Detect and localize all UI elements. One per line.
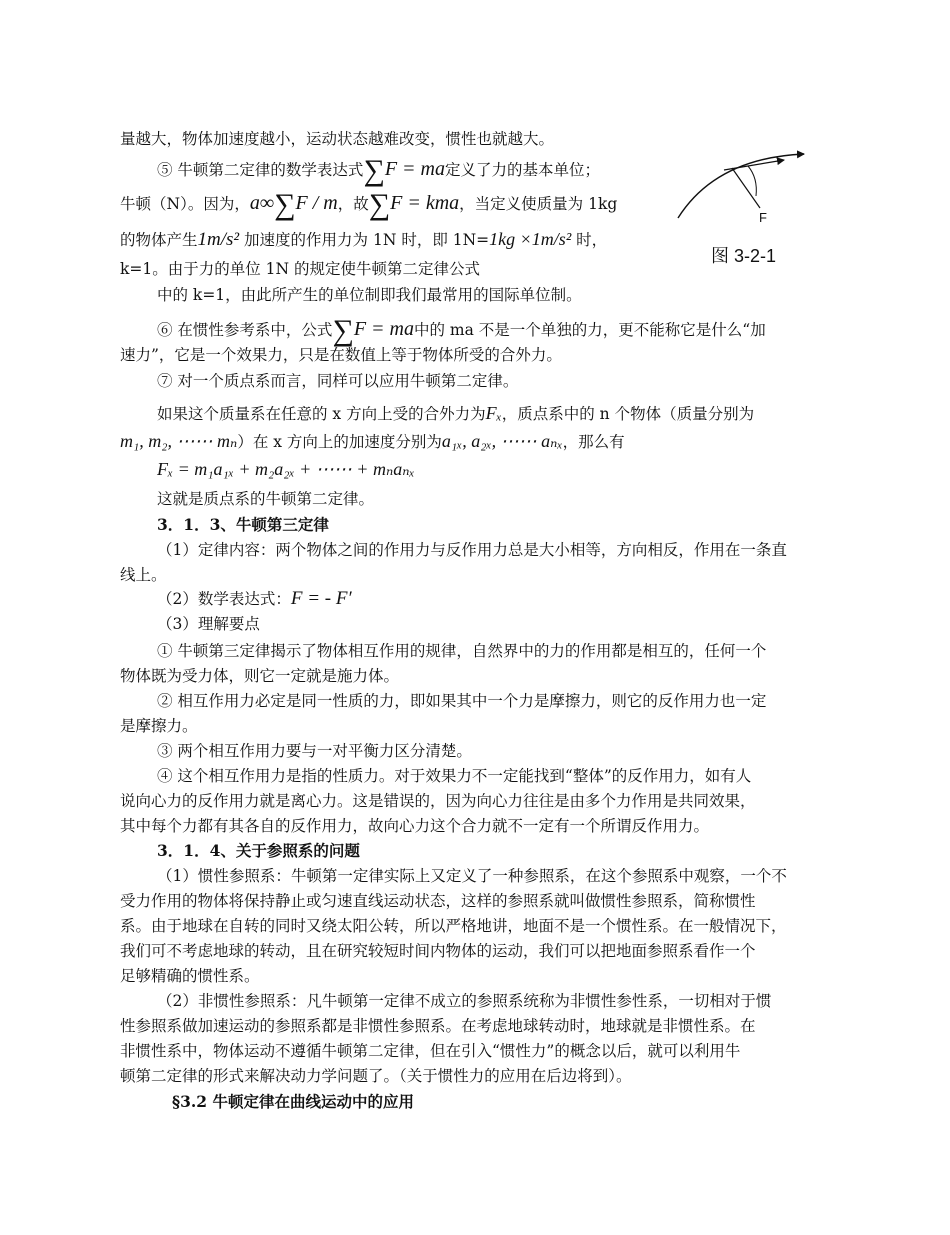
- sum-symbol: ∑: [363, 154, 385, 187]
- text-line: ④ 这个相互作用力是指的性质力。对于效果力不一定能找到“整体”的反作用力，如有人: [157, 767, 752, 785]
- text-line: ⑤ 牛顿第二定律的数学表达式∑F = ma定义了力的基本单位；: [157, 154, 600, 187]
- formula: Fₓ = m₁a₁ₓ + m₂a₂ₓ + ⋯⋯ + mₙaₙₓ: [157, 459, 415, 479]
- text-line: 是摩擦力。: [120, 717, 198, 735]
- formula: F = - F′: [290, 588, 352, 609]
- text-line: （1）定律内容：两个物体之间的作用力与反作用力总是大小相等，方向相反，作用在一条直: [157, 541, 787, 559]
- formula: 1kg ×1m/s²: [489, 229, 572, 249]
- sum-symbol: ∑: [368, 188, 391, 221]
- formula: F = ma: [384, 158, 445, 180]
- section-heading: 3．1．3、牛顿第三定律: [157, 515, 329, 534]
- text-line: （2）数学表达式：F = - F′: [157, 588, 352, 609]
- force-label: F: [759, 210, 767, 225]
- text-line: 这就是质点系的牛顿第二定律。: [157, 490, 375, 508]
- text-line: 顿第二定律的形式来解决动力学问题了。（关于惯性力的应用在后边将到）。: [120, 1067, 632, 1085]
- text-line: ⑦ 对一个质点系而言，同样可以应用牛顿第二定律。: [157, 372, 519, 390]
- text-line: ③ 两个相互作用力要与一对平衡力区分清楚。: [157, 742, 472, 760]
- figure-caption: 图 3-2-1: [711, 246, 777, 266]
- sum-symbol: ∑: [332, 314, 354, 347]
- sum-symbol: ∑: [274, 188, 296, 221]
- text-line: 如果这个质量系在任意的 x 方向上受的合外力为Fₓ，质点系中的 n 个物体（质量分别为: [157, 403, 755, 423]
- angle-arc: [748, 166, 756, 196]
- trajectory-curve: [678, 154, 804, 218]
- text-line: 物体既为受力体，则它一定就是施力体。: [120, 667, 400, 685]
- text-line: 说向心力的反作用力就是离心力。这是错误的，因为向心力往往是由多个力作用是共同效果，: [120, 792, 756, 810]
- section-heading: 3．1．4、关于参照系的问题: [157, 841, 360, 860]
- formula-line: [157, 458, 415, 481]
- text-line: k=1。由于力的单位 1N 的规定使牛顿第二定律公式: [120, 260, 481, 278]
- formula: F = ma: [353, 318, 414, 340]
- text-line: m₁, m₂, ⋯⋯ mₙ）在 x 方向上的加速度分别为a₁ₓ, a₂ₓ, ⋯⋯ aₙₓ，那么有: [120, 431, 625, 451]
- formula: m₁, m₂, ⋯⋯ mₙ: [120, 431, 238, 451]
- text-line: 的物体产生1m/s² 加速度的作用力为 1N 时，即 1N=1kg ×1m/s² 时，: [120, 229, 608, 250]
- text-line: 我们可不考虑地球的转动，且在研究较短时间内物体的运动，我们可以把地面参照系看作一个: [120, 942, 756, 960]
- text-line: ① 牛顿第三定律揭示了物体相互作用的规律，自然界中的力的作用都是相互的，任何一个: [157, 642, 767, 660]
- text-line: 速力”，它是一个效果力，只是在数值上等于物体所受的合外力。: [120, 346, 562, 364]
- text-line: 足够精确的惯性系。: [120, 967, 260, 985]
- text-line: 其中每个力都有其各自的反作用力，故向心力这个合力就不一定有一个所谓反作用力。: [120, 817, 710, 835]
- text-line: 性参照系做加速运动的参照系都是非惯性参照系。在考虑地球转动时，地球就是非惯性系。在: [120, 1017, 756, 1035]
- text-line: 牛顿（N）。因为，a∞∑F / m，故∑F = kma，当定义使质量为 1kg: [120, 188, 618, 221]
- text-line: ⑥ 在惯性参考系中，公式∑F = ma中的 ma 不是一个单独的力，更不能称它是什么“加: [157, 314, 766, 347]
- text-line: （1）惯性参照系：牛顿第一定律实际上又定义了一种参照系，在这个参照系中观察，一个不: [157, 867, 787, 885]
- formula: 1m/s²: [197, 229, 240, 250]
- text-line: 系。由于地球在自转的同时又绕太阳公转，所以严格地讲，地面不是一个惯性系。在一般情况下，: [120, 917, 787, 935]
- formula: Fₓ: [485, 403, 502, 423]
- text-line: ② 相互作用力必定是同一性质的力，即如果其中一个力是摩擦力，则它的反作用力也一定: [157, 692, 767, 710]
- curve-force-diagram: [676, 148, 816, 238]
- section-heading: §3.2 牛顿定律在曲线运动中的应用: [172, 1092, 414, 1111]
- text-line: 量越大，物体加速度越小，运动状态越难改变，惯性也就越大。: [120, 130, 555, 148]
- text-line: 线上。: [120, 566, 167, 584]
- text-line: 受力作用的物体将保持静止或匀速直线运动状态，这样的参照系就叫做惯性参照系，简称惯性: [120, 892, 756, 910]
- text-line: 中的 k=1，由此所产生的单位制即我们最常用的国际单位制。: [157, 286, 582, 304]
- formula: a₁ₓ, a₂ₓ, ⋯⋯ aₙₓ: [441, 431, 563, 451]
- text-line: （2）非惯性参照系：凡牛顿第一定律不成立的参照系统称为非惯性参性系，一切相对于惯: [157, 992, 772, 1010]
- text-line: （3）理解要点: [157, 615, 260, 633]
- text-line: 非惯性系中，物体运动不遵循牛顿第二定律，但在引入“惯性力”的概念以后，就可以利用牛: [120, 1042, 741, 1060]
